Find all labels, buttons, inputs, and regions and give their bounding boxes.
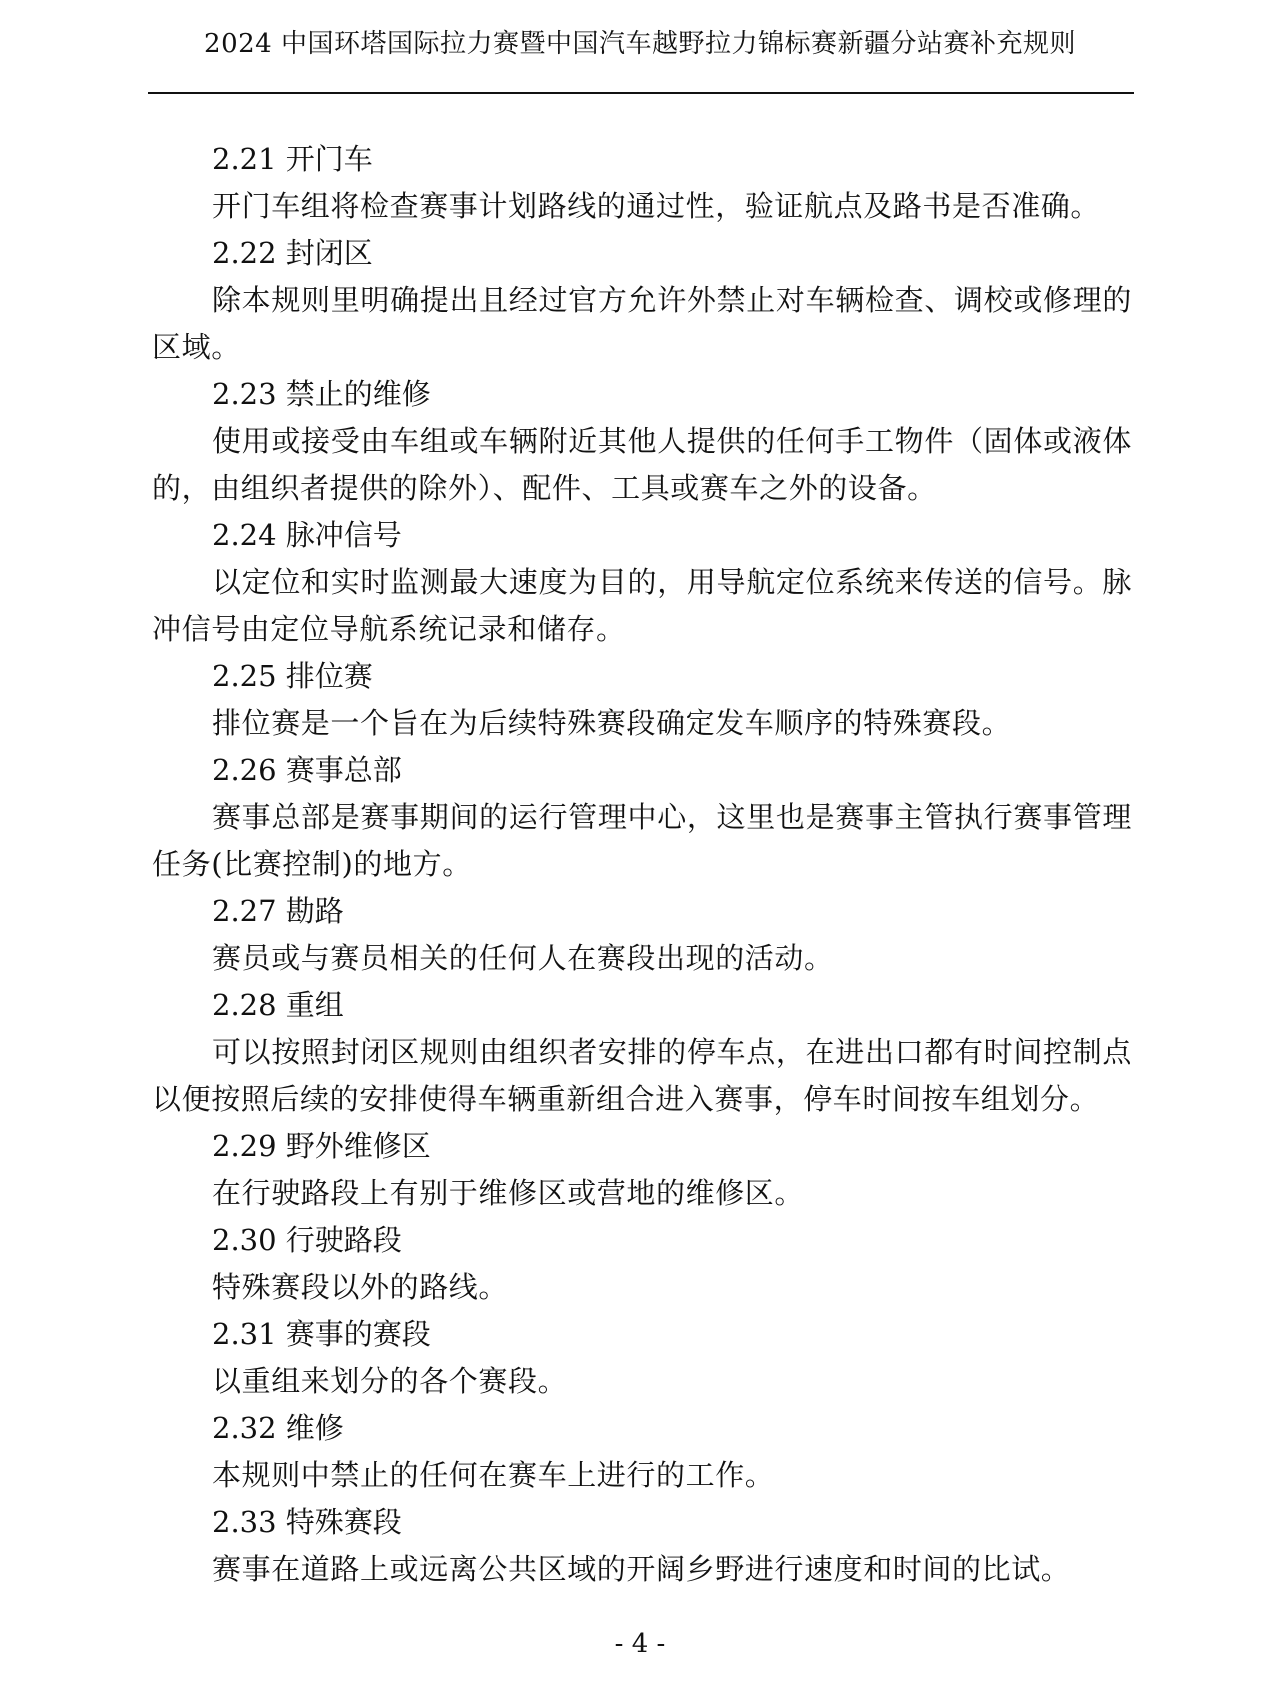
section-2-33 <box>152 1499 1132 1593</box>
section-body: 可以按照封闭区规则由组织者安排的停车点，在进出口都有时间控制点以便按照后续的安排使得车辆重新组合进入赛事，停车时间按车组划分。 <box>152 1035 1132 1116</box>
section-heading: 2.28 重组 <box>212 988 344 1022</box>
section-heading: 2.26 赛事总部 <box>212 753 402 787</box>
section-2-28 <box>152 982 1132 1123</box>
section-heading: 2.21 开门车 <box>212 142 373 176</box>
section-heading: 2.22 封闭区 <box>212 236 373 270</box>
section-body: 以重组来划分的各个赛段。 <box>212 1364 568 1398</box>
section-body: 本规则中禁止的任何在赛车上进行的工作。 <box>212 1458 775 1492</box>
section-2-26 <box>152 747 1132 888</box>
document-header-title: 2024 中国环塔国际拉力赛暨中国汽车越野拉力锦标赛新疆分站赛补充规则 <box>204 29 1076 59</box>
section-heading: 2.32 维修 <box>212 1411 344 1445</box>
section-heading: 2.25 排位赛 <box>212 659 373 693</box>
section-heading: 2.23 禁止的维修 <box>212 377 431 411</box>
section-body: 开门车组将检查赛事计划路线的通过性，验证航点及路书是否准确。 <box>212 189 1101 223</box>
section-body: 赛员或与赛员相关的任何人在赛段出现的活动。 <box>212 941 834 975</box>
section-2-24 <box>152 512 1132 653</box>
section-2-27 <box>152 888 1132 982</box>
section-heading: 2.31 赛事的赛段 <box>212 1317 431 1351</box>
section-2-29 <box>152 1123 1132 1217</box>
section-2-32 <box>152 1405 1132 1499</box>
section-heading: 2.30 行驶路段 <box>212 1223 402 1257</box>
section-body: 赛事在道路上或远离公共区域的开阔乡野进行速度和时间的比试。 <box>212 1552 1071 1586</box>
section-2-23 <box>152 371 1132 512</box>
section-heading: 2.29 野外维修区 <box>212 1129 431 1163</box>
section-body: 除本规则里明确提出且经过官方允许外禁止对车辆检查、调校或修理的区域。 <box>152 283 1132 364</box>
section-2-31 <box>152 1311 1132 1405</box>
section-body: 赛事总部是赛事期间的运行管理中心，这里也是赛事主管执行赛事管理任务(比赛控制)的地方。 <box>152 800 1132 881</box>
header-divider <box>148 92 1134 94</box>
section-2-21 <box>152 136 1132 230</box>
section-body: 使用或接受由车组或车辆附近其他人提供的任何手工物件（固体或液体的，由组织者提供的除外）、配件、工具或赛车之外的设备。 <box>152 424 1132 505</box>
section-body: 特殊赛段以外的路线。 <box>212 1270 509 1304</box>
section-heading: 2.33 特殊赛段 <box>212 1505 402 1539</box>
section-body: 在行驶路段上有别于维修区或营地的维修区。 <box>212 1176 805 1210</box>
document-body <box>152 136 1132 1593</box>
section-2-25 <box>152 653 1132 747</box>
section-body: 以定位和实时监测最大速度为目的，用导航定位系统来传送的信号。脉冲信号由定位导航系统记录和储存。 <box>152 565 1132 646</box>
section-heading: 2.24 脉冲信号 <box>212 518 402 552</box>
section-heading: 2.27 勘路 <box>212 894 344 928</box>
section-body: 排位赛是一个旨在为后续特殊赛段确定发车顺序的特殊赛段。 <box>212 706 1012 740</box>
section-2-30 <box>152 1217 1132 1311</box>
section-2-22 <box>152 230 1132 371</box>
page-number: - 4 - <box>614 1629 666 1659</box>
